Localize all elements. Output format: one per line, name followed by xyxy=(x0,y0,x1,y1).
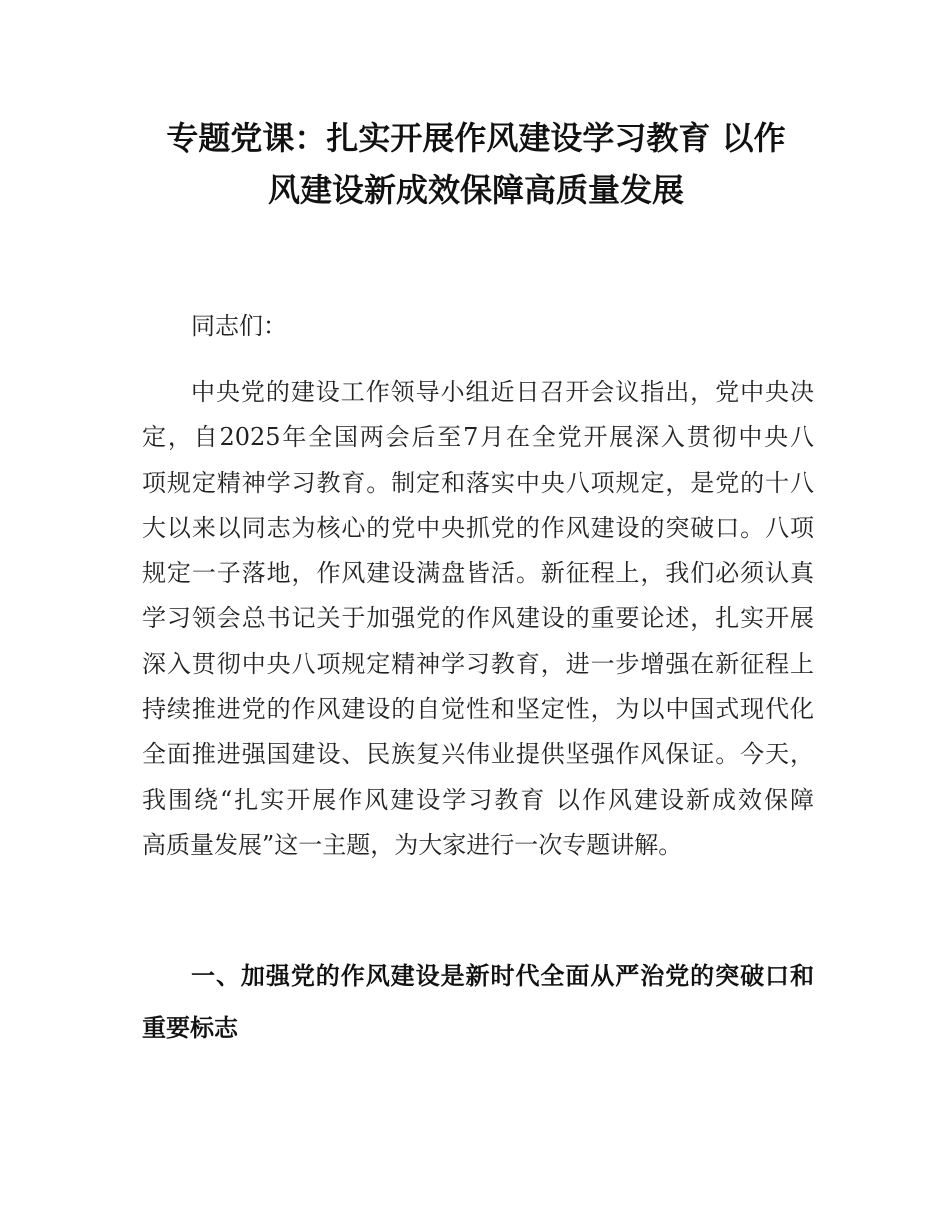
heading-line: 重要标志 xyxy=(142,1013,238,1042)
document-title xyxy=(140,112,812,216)
paragraph-line: 大以来以同志为核心的党中央抓党的作风建设的突破口。八项 xyxy=(142,513,814,542)
paragraph-line: 全面推进强国建设、民族复兴伟业提供坚强作风保证。今天， xyxy=(142,740,814,769)
greeting: 同志们： xyxy=(191,312,287,340)
section-heading xyxy=(142,950,814,1054)
paragraph-line: 中央党的建设工作领导小组近日召开会议指出，党中央决 xyxy=(191,378,814,406)
paragraph-line: 持续推进党的作风建设的自觉性和坚定性，为以中国式现代化 xyxy=(142,695,814,724)
paragraph-line: 高质量发展”这一主题，为大家进行一次专题讲解。 xyxy=(142,830,683,859)
heading-line: 一、加强党的作风建设是新时代全面从严治党的突破口和 xyxy=(191,961,814,990)
title-line: 风建设新成效保障高质量发展 xyxy=(267,171,684,209)
paragraph-line: 我围绕“扎实开展作风建设学习教育 以作风建设新成效保障 xyxy=(142,785,814,814)
paragraph-line: 学习领会总书记关于加强党的作风建设的重要论述，扎实开展 xyxy=(142,604,814,633)
paragraph-line: 深入贯彻中央八项规定精神学习教育，进一步增强在新征程上 xyxy=(142,649,814,678)
paragraph-line: 定，自2025年全国两会后至7月在全党开展深入贯彻中央八 xyxy=(142,423,814,452)
paragraph-line: 项规定精神学习教育。制定和落实中央八项规定，是党的十八 xyxy=(142,468,814,497)
title-line: 专题党课：扎实开展作风建设学习教育 以作 xyxy=(166,119,786,157)
body-paragraph xyxy=(142,370,814,868)
paragraph-line: 规定一子落地，作风建设满盘皆活。新征程上，我们必须认真 xyxy=(142,559,814,588)
